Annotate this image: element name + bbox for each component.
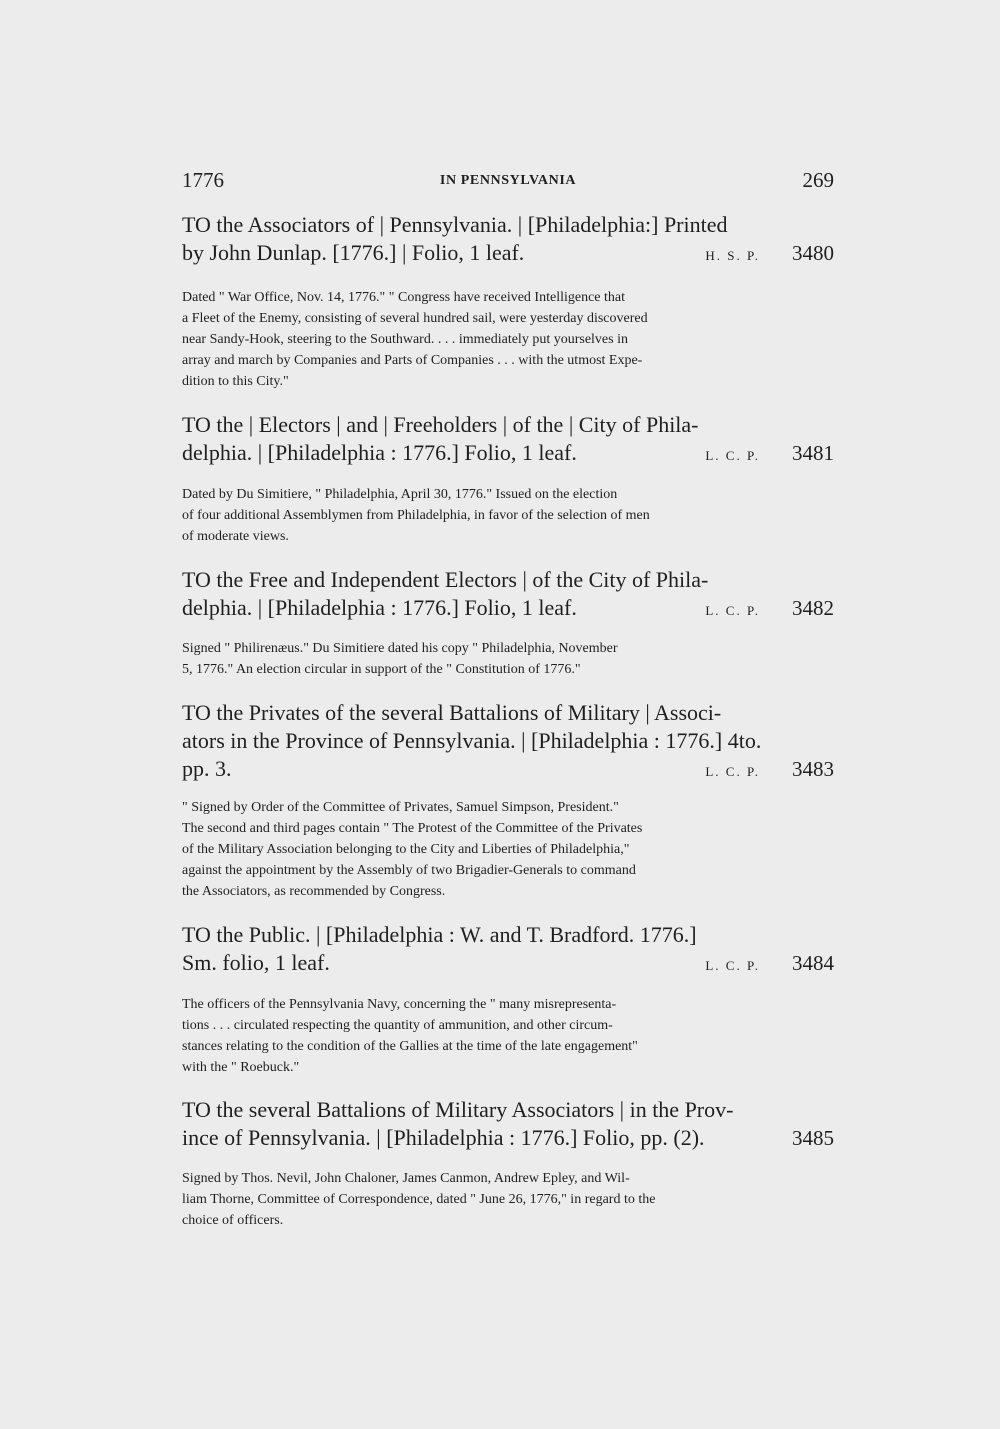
entry-title	[182, 921, 834, 980]
entry-note-line: of moderate views.	[182, 529, 289, 544]
entry-note-line: 5, 1776." An election circular in support of the " Constitution of 1776."	[182, 662, 581, 677]
entry-title-line: pp. 3.	[182, 756, 232, 781]
entry-title-line: Sm. folio, 1 leaf.	[182, 950, 330, 975]
entry-note-line: array and march by Companies and Parts of Companies . . . with the utmost Expe-	[182, 353, 643, 368]
entry-note-line: Dated by Du Simitiere, " Philadelphia, April 30, 1776." Issued on the election	[182, 487, 618, 502]
entry-note-line: stances relating to the condition of the Gallies at the time of the late engagement"	[182, 1039, 638, 1054]
entry-title-line: ince of Pennsylvania. | [Philadelphia : 1776.] Folio, pp. (2).	[182, 1125, 705, 1150]
entry-note-line: near Sandy-Hook, steering to the Southward. . . . immediately put yourselves in	[182, 332, 628, 347]
entry-note	[182, 287, 834, 392]
entry-number: 3484	[792, 951, 834, 975]
entry-location: L. C. P.	[705, 603, 760, 618]
entry-number: 3485	[792, 1126, 834, 1150]
entry-note-line: Dated " War Office, Nov. 14, 1776." " Congress have received Intelligence that	[182, 290, 626, 305]
header-page-number: 269	[802, 168, 834, 192]
entry-note	[182, 484, 834, 547]
entry-note-line: of the Military Association belonging to the City and Liberties of Philadelphia,"	[182, 842, 630, 857]
entry-note-line: The officers of the Pennsylvania Navy, concerning the " many misrepresenta-	[182, 997, 617, 1012]
entry-note-line: The second and third pages contain " The Protest of the Committee of the Privates	[182, 821, 643, 836]
entry-note-line: of four additional Assemblymen from Philadelphia, in favor of the selection of men	[182, 508, 650, 523]
entry-note-line: tions . . . circulated respecting the quantity of ammunition, and other circum-	[182, 1018, 613, 1033]
entry-note-line: liam Thorne, Committee of Correspondence, dated " June 26, 1776," in regard to the	[182, 1192, 656, 1207]
entry-location: L. C. P.	[705, 958, 760, 973]
entry-note-line: Signed by Thos. Nevil, John Chaloner, James Canmon, Andrew Epley, and Wil-	[182, 1171, 630, 1186]
entry-location: L. C. P.	[705, 448, 760, 463]
entry-note-line: dition to this City."	[182, 374, 289, 389]
entry-number: 3483	[792, 757, 834, 781]
entry-note-line: Signed " Philirenæus." Du Simitiere dated his copy " Philadelphia, November	[182, 641, 618, 656]
entry-title	[182, 1096, 834, 1152]
entry-note-line: with the " Roebuck."	[182, 1060, 300, 1075]
entry-title-line: delphia. | [Philadelphia : 1776.] Folio, 1 leaf.	[182, 440, 577, 465]
entry-title-line: ators in the Province of Pennsylvania. | [Philadelphia : 1776.] 4to.	[182, 728, 762, 753]
entry-number: 3481	[792, 441, 834, 465]
entry-note-line: choice of officers.	[182, 1213, 284, 1228]
entry-title	[182, 699, 834, 786]
header-year: 1776	[182, 168, 224, 192]
entry-note	[182, 994, 834, 1078]
entry-note-line: the Associators, as recommended by Congress.	[182, 884, 446, 899]
entry-title-line: delphia. | [Philadelphia : 1776.] Folio, 1 leaf.	[182, 595, 577, 620]
entry-note-line: a Fleet of the Enemy, consisting of several hundred sail, were yesterday discovered	[182, 311, 648, 326]
entry-note	[182, 638, 834, 680]
entry-number: 3482	[792, 596, 834, 620]
entry-title-line: TO the | Electors | and | Freeholders | of the | City of Phila-	[182, 412, 699, 437]
entry-note	[182, 1168, 834, 1231]
entry-location: L. C. P.	[705, 764, 760, 779]
running-header	[182, 168, 834, 198]
entry-title	[182, 211, 834, 270]
entry-note	[182, 797, 834, 902]
entry-note-line: " Signed by Order of the Committee of Privates, Samuel Simpson, President."	[182, 800, 619, 815]
entry-title-line: TO the several Battalions of Military Associators | in the Prov-	[182, 1097, 734, 1122]
entry-number: 3480	[792, 241, 834, 265]
entry-note-line: against the appointment by the Assembly of two Brigadier-Generals to command	[182, 863, 636, 878]
entry-location: H. S. P.	[705, 248, 760, 263]
entry-title-line: TO the Public. | [Philadelphia : W. and T. Bradford. 1776.]	[182, 922, 697, 947]
header-running-title: IN PENNSYLVANIA	[439, 173, 577, 188]
entry-title-line: TO the Privates of the several Battalions of Military | Associ-	[182, 700, 722, 725]
entry-title-line: TO the Free and Independent Electors | of the City of Phila-	[182, 567, 709, 592]
entry-title	[182, 566, 834, 625]
entry-title	[182, 411, 834, 470]
entry-title-line: by John Dunlap. [1776.] | Folio, 1 leaf.	[182, 240, 525, 265]
entry-title-line: TO the Associators of | Pennsylvania. | [Philadelphia:] Printed	[182, 212, 728, 237]
